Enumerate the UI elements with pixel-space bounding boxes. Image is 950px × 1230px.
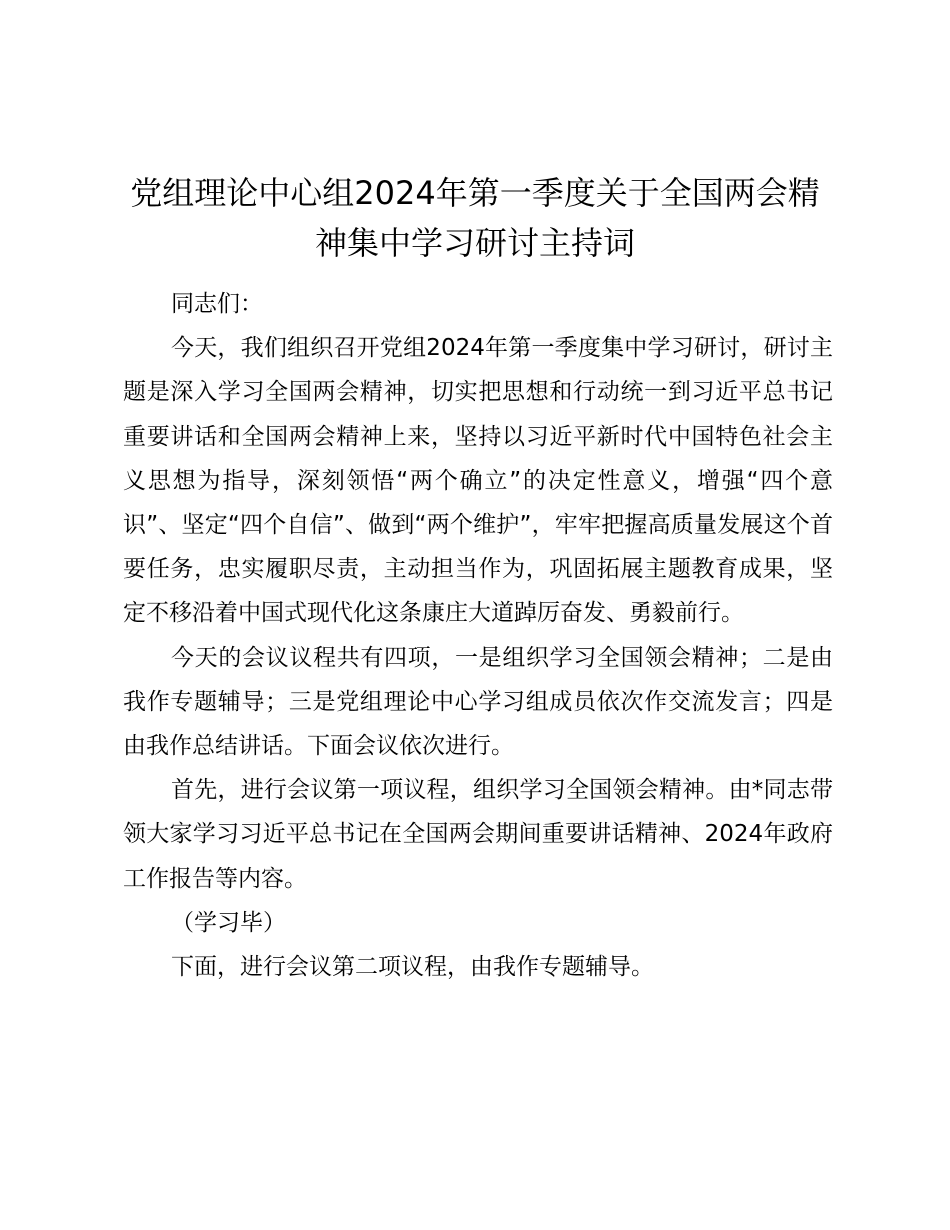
paragraph-first-item: 首先，进行会议第一项议程，组织学习全国领会精神。由*同志带领大家学习习近平总书记在全国两会期间重要讲话精神、2024年政府工作报告等内容。	[123, 777, 833, 892]
document-body	[123, 282, 833, 989]
paragraph-second-item: 下面，进行会议第二项议程，由我作专题辅导。	[171, 954, 654, 981]
document-title: 党组理论中心组2024年第一季度关于全国两会精神集中学习研讨主持词	[130, 174, 820, 262]
salutation: 同志们：	[171, 291, 263, 317]
paragraph-opening: 今天，我们组织召开党组2024年第一季度集中学习研讨，研讨主题是深入学习全国两会精神，切实把思想和行动统一到习近平总书记重要讲话和全国两会精神上来，坚持以习近平新时代中国特色社会主义思想为指导，深刻领悟“两个确立”的决定性意义，增强“四个意识”、坚定“四个自信”、做到“两个维护”，牢牢把握高质量发展这个首要任务，忠实履职尽责，主动担当作为，巩固拓展主题教育成果，坚定不移沿着中国式现代化这条康庄大道踔厉奋发、勇毅前行。	[123, 335, 833, 627]
paragraph-study-done: （学习毕）	[171, 909, 286, 936]
paragraph-agenda: 今天的会议议程共有四项，一是组织学习全国领会精神；二是由我作专题辅导；三是党组理论中心学习组成员依次作交流发言；四是由我作总结讲话。下面会议依次进行。	[123, 644, 833, 760]
